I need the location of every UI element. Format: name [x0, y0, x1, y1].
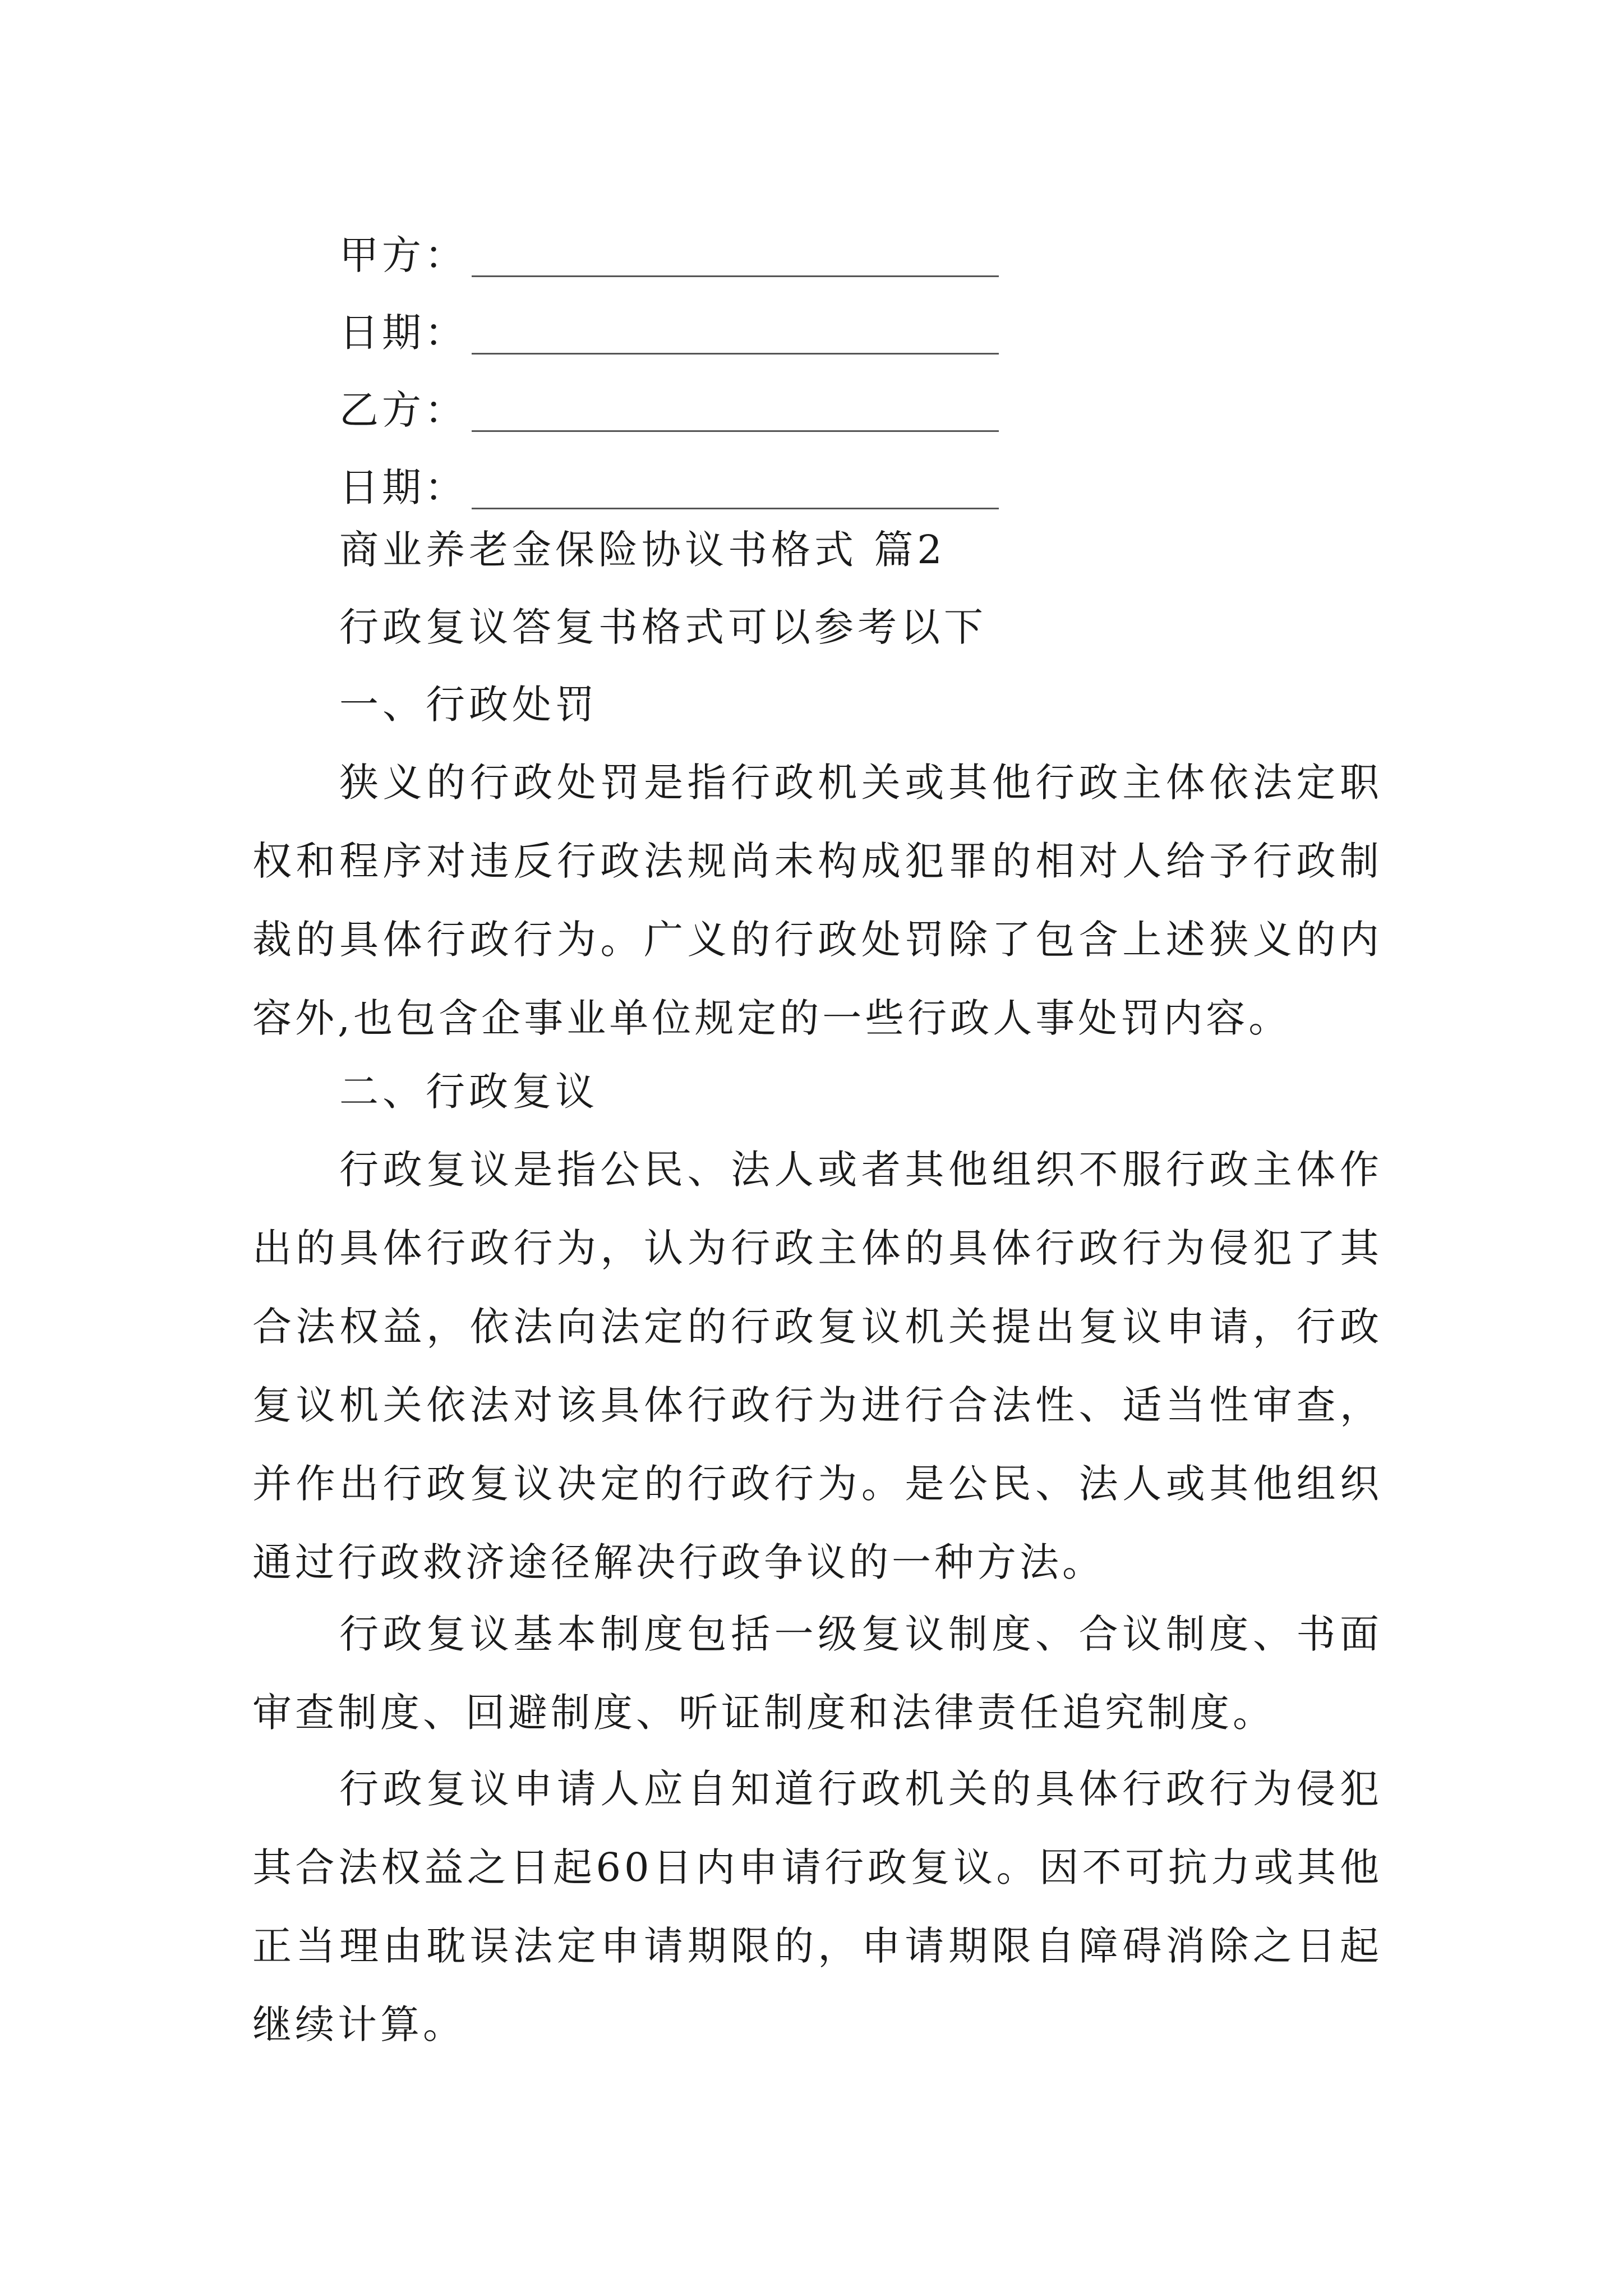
party-b-label: 乙方：: [339, 387, 467, 433]
date-2-signature-line: [472, 508, 999, 509]
signature-row-party-a: [339, 208, 999, 278]
paragraph-administrative-penalty: 狭义的行政处罚是指行政机关或其他行政主体依法定职权和程序对违反行政法规尚未构成犯罪的相对人给予行政制裁的具体行政行为。广义的行政处罚除了包含上述狭义的内容外,也包含企事业单位规定的一些行政人事处罚内容。: [252, 760, 1382, 1041]
paragraph-reconsideration-deadline: 行政复议申请人应自知道行政机关的具体行政行为侵犯其合法权益之日起60日内申请行政复议。因不可抗力或其他正当理由耽误法定申请期限的，申请期限自障碍消除之日起继续计算。: [252, 1766, 1382, 2047]
date-1-signature-line: [472, 353, 999, 355]
party-a-signature-line: [472, 275, 999, 277]
paragraph-reconsideration-definition: 行政复议是指公民、法人或者其他组织不服行政主体作出的具体行政行为，认为行政主体的具体行政行为侵犯了其合法权益，依法向法定的行政复议机关提出复议申请，行政复议机关依法对该具体行政行为进行合法性、适当性审查，并作出行政复议决定的行政行为。是公民、法人或其他组织通过行政救济途径解决行政争议的一种方法。: [252, 1147, 1382, 1585]
party-b-signature-line: [472, 430, 999, 432]
intro-line: 行政复议答复书格式可以参考以下: [339, 604, 987, 650]
date-2-label: 日期：: [339, 464, 467, 510]
signature-row-date-1: [339, 285, 999, 356]
paragraph-reconsideration-system: 行政复议基本制度包括一级复议制度、合议制度、书面审查制度、回避制度、听证制度和法律责任追究制度。: [252, 1611, 1382, 1736]
party-a-label: 甲方：: [339, 232, 467, 278]
heading-administrative-penalty: 一、行政处罚: [339, 682, 598, 728]
signature-row-date-2: [339, 440, 999, 510]
heading-administrative-reconsideration: 二、行政复议: [339, 1069, 598, 1115]
signature-row-party-b: [339, 362, 999, 433]
section-title: 商业养老金保险协议书格式 篇2: [339, 527, 946, 573]
date-1-label: 日期：: [339, 310, 467, 356]
